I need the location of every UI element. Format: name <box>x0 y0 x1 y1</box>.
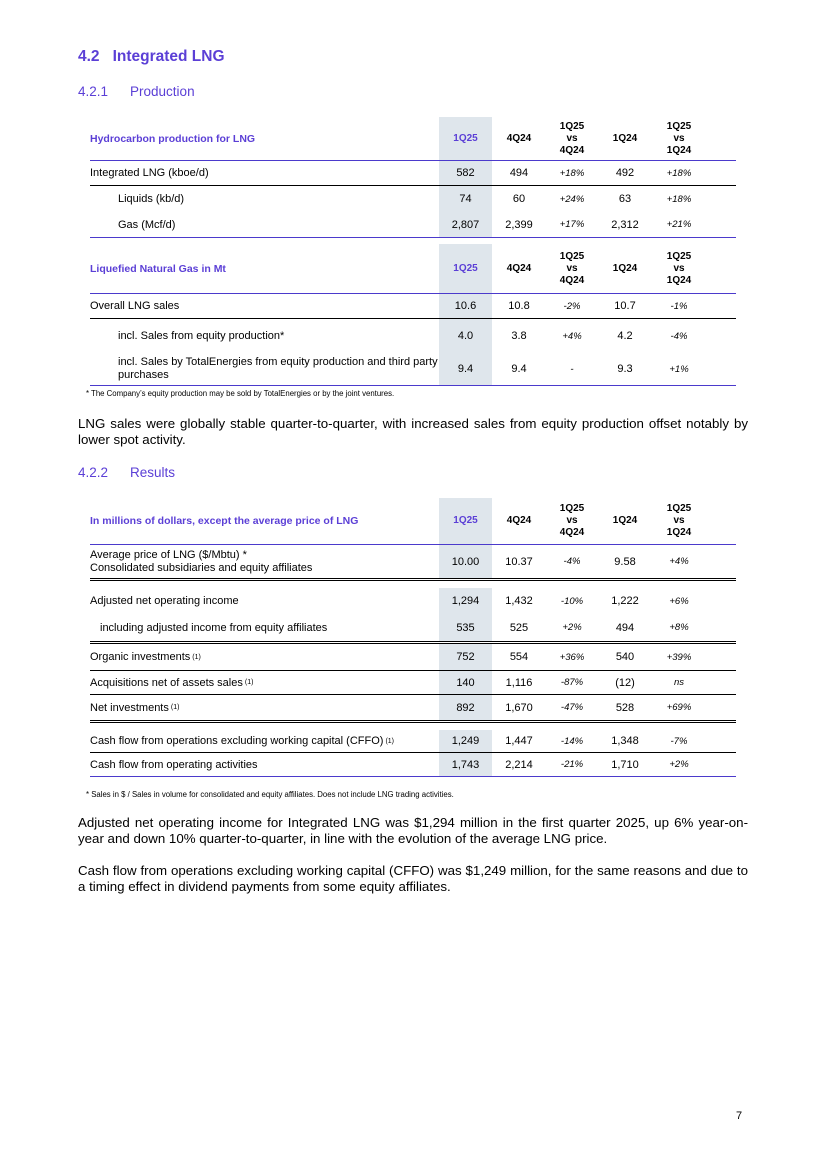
table-header: Hydrocarbon production for LNG 1Q25 4Q24 1Q25 vs 4Q24 1Q24 1Q25 vs 1Q24 <box>90 117 736 161</box>
table-row: including adjusted income from equity affiliates 535 525 +2% 494 +8% <box>90 614 736 644</box>
subsection-heading-production: 4.2.1 Production <box>78 84 195 99</box>
table-row: Overall LNG sales 10.6 10.8 -2% 10.7 -1% <box>90 294 736 319</box>
production-table <box>90 117 736 238</box>
paragraph: LNG sales were globally stable quarter-to-quarter, with increased sales from equity production offset notably by lower spot activity. <box>78 416 748 447</box>
subsection-heading-results: 4.2.2 Results <box>78 465 176 480</box>
section-heading: 4.2 Integrated LNG <box>78 48 225 65</box>
table-row: Cash flow from operations excluding working capital (CFFO) (1) 1,249 1,447 -14% 1,348 -7% <box>90 723 736 753</box>
table-header: In millions of dollars, except the average price of LNG 1Q25 4Q24 1Q25 vs 4Q24 1Q24 1Q25 vs 1Q24 <box>90 498 736 545</box>
paragraph: Cash flow from operations excluding working capital (CFFO) was $1,249 million, for the same reasons and due to a timing effect in dividend payments from some equity affiliates. <box>78 863 748 894</box>
table-row: Organic investments (1) 752 554 +36% 540 +39% <box>90 644 736 671</box>
table-row: Net investments (1) 892 1,670 -47% 528 +69% <box>90 695 736 723</box>
table-row: Gas (Mcf/d) 2,807 2,399 +17% 2,312 +21% <box>90 212 736 238</box>
lng-sales-table <box>90 244 736 386</box>
table-title: In millions of dollars, except the average price of LNG <box>90 515 359 527</box>
table-row: incl. Sales by TotalEnergies from equity production and third party purchases 9.4 9.4 - 9.3 +1% <box>90 353 736 386</box>
paragraph: Adjusted net operating income for Integrated LNG was $1,294 million in the first quarter 2025, up 6% year-on-year and down 10% quarter-to-quarter, in line with the evolution of the average LNG price. <box>78 815 748 846</box>
table-row: Integrated LNG (kboe/d) 582 494 +18% 492 +18% <box>90 161 736 186</box>
page-number: 7 <box>736 1110 743 1122</box>
results-table <box>90 498 736 777</box>
table-title: Liquefied Natural Gas in Mt <box>90 262 226 275</box>
footnote: * The Company’s equity production may be sold by TotalEnergies or by the joint ventures. <box>86 389 395 398</box>
table-row: Liquids (kb/d) 74 60 +24% 63 +18% <box>90 186 736 212</box>
footnote: * Sales in $ / Sales in volume for consolidated and equity affiliates. Does not include LNG trading activities. <box>86 790 454 799</box>
table-row: Cash flow from operating activities 1,743 2,214 -21% 1,710 +2% <box>90 753 736 777</box>
table-row: Average price of LNG ($/Mbtu) * Consolidated subsidiaries and equity affiliates 10.00 10.37 -4% 9.58 +4% <box>90 545 736 581</box>
table-row: Adjusted net operating income 1,294 1,432 -10% 1,222 +6% <box>90 588 736 614</box>
table-title: Hydrocarbon production for LNG <box>90 132 256 145</box>
table-row: Acquisitions net of assets sales (1) 140 1,116 -87% (12) ns <box>90 671 736 695</box>
table-header: Liquefied Natural Gas in Mt 1Q25 4Q24 1Q25 vs 4Q24 1Q24 1Q25 vs 1Q24 <box>90 244 736 294</box>
table-row: incl. Sales from equity production* 4.0 3.8 +4% 4.2 -4% <box>90 319 736 353</box>
